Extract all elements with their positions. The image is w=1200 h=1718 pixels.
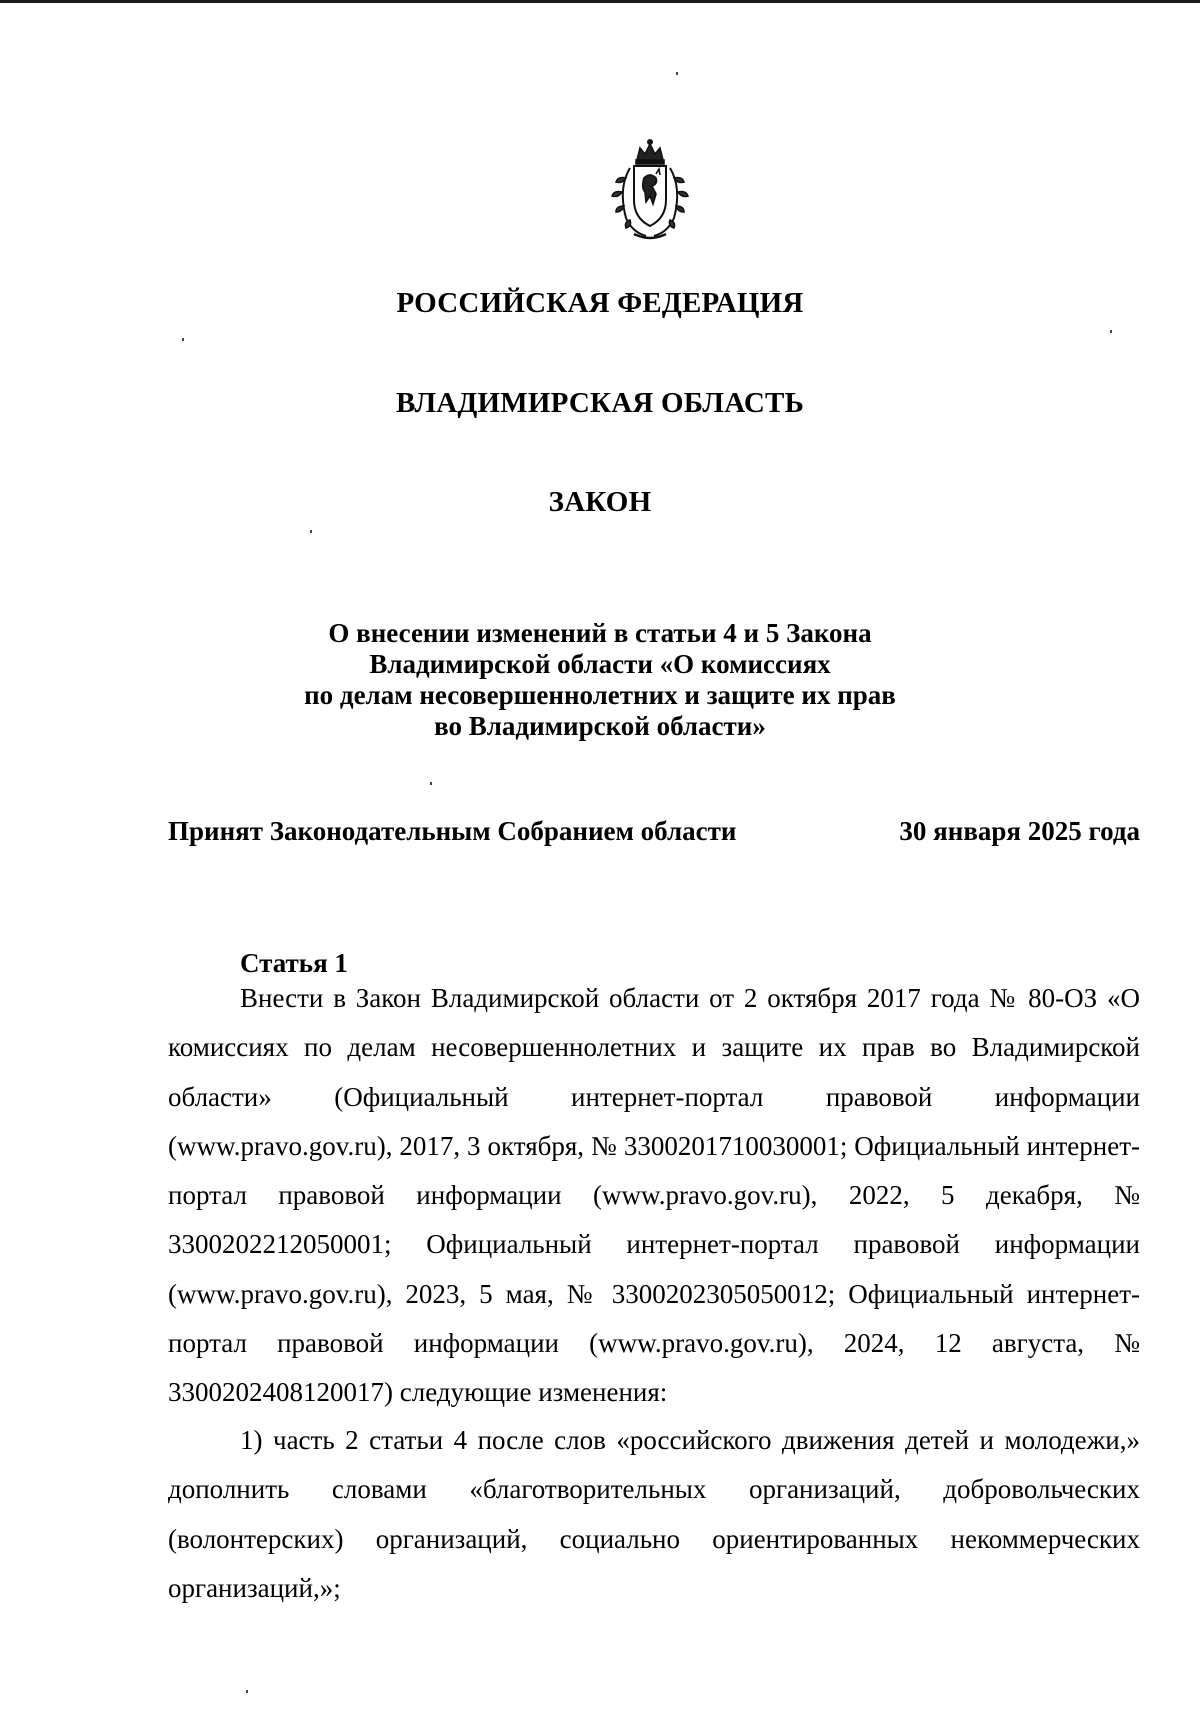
law-title-line: Владимирской области «О комиссиях <box>369 649 831 679</box>
scan-speck <box>430 782 432 785</box>
article-1-item-1: 1) часть 2 статьи 4 после слов «российского движения детей и молодежи,» дополнить словами «благотворительных организаций, добровольческих (волонтерских) организаций, социально ориентированных некоммерческих организаций,»; <box>168 1425 1140 1603</box>
law-title <box>200 618 1000 742</box>
law-title-line: во Владимирской области» <box>434 711 766 741</box>
coat-of-arms-icon <box>604 138 696 242</box>
article-1-paragraph: Внести в Закон Владимирской области от 2 октября 2017 года № 80-ОЗ «О комиссиях по делам несовершеннолетних и защите их прав во Владимирской области» (Официальный интернет-портал правовой информации (www.pravo.gov.ru), 2017, 3 октября, № 3300201710030001; Официальный интернет-портал правовой информации (www.pravo.gov.ru), 2022, 5 декабря, № 3300202212050001; Официальный интернет-портал правовой информации (www.pravo.gov.ru), 2023, 5 мая, № 3300202305050012; Официальный интернет-портал правовой информации (www.pravo.gov.ru), 2024, 12 августа, № 3300202408120017) следующие изменения: <box>168 983 1140 1408</box>
law-title-line: О внесении изменений в статьи 4 и 5 Закона <box>328 618 872 648</box>
scan-speck <box>310 530 312 533</box>
adoption-date: 30 января 2025 года <box>899 816 1140 846</box>
article-1-title: Статья 1 <box>240 948 348 978</box>
scan-speck <box>246 1690 248 1693</box>
adoption-text: Принят Законодательным Собранием области <box>168 816 737 846</box>
page-top-border <box>0 0 1200 3</box>
document-type-heading: ЗАКОН <box>548 486 652 518</box>
scan-speck <box>1110 330 1112 333</box>
law-title-line: по делам несовершеннолетних и защите их прав <box>304 680 896 710</box>
adoption-line <box>168 816 1140 852</box>
region-heading: ВЛАДИМИРСКАЯ ОБЛАСТЬ <box>396 387 804 419</box>
scan-speck <box>676 72 678 75</box>
country-heading: РОССИЙСКАЯ ФЕДЕРАЦИЯ <box>396 287 804 319</box>
scan-speck <box>182 338 184 341</box>
